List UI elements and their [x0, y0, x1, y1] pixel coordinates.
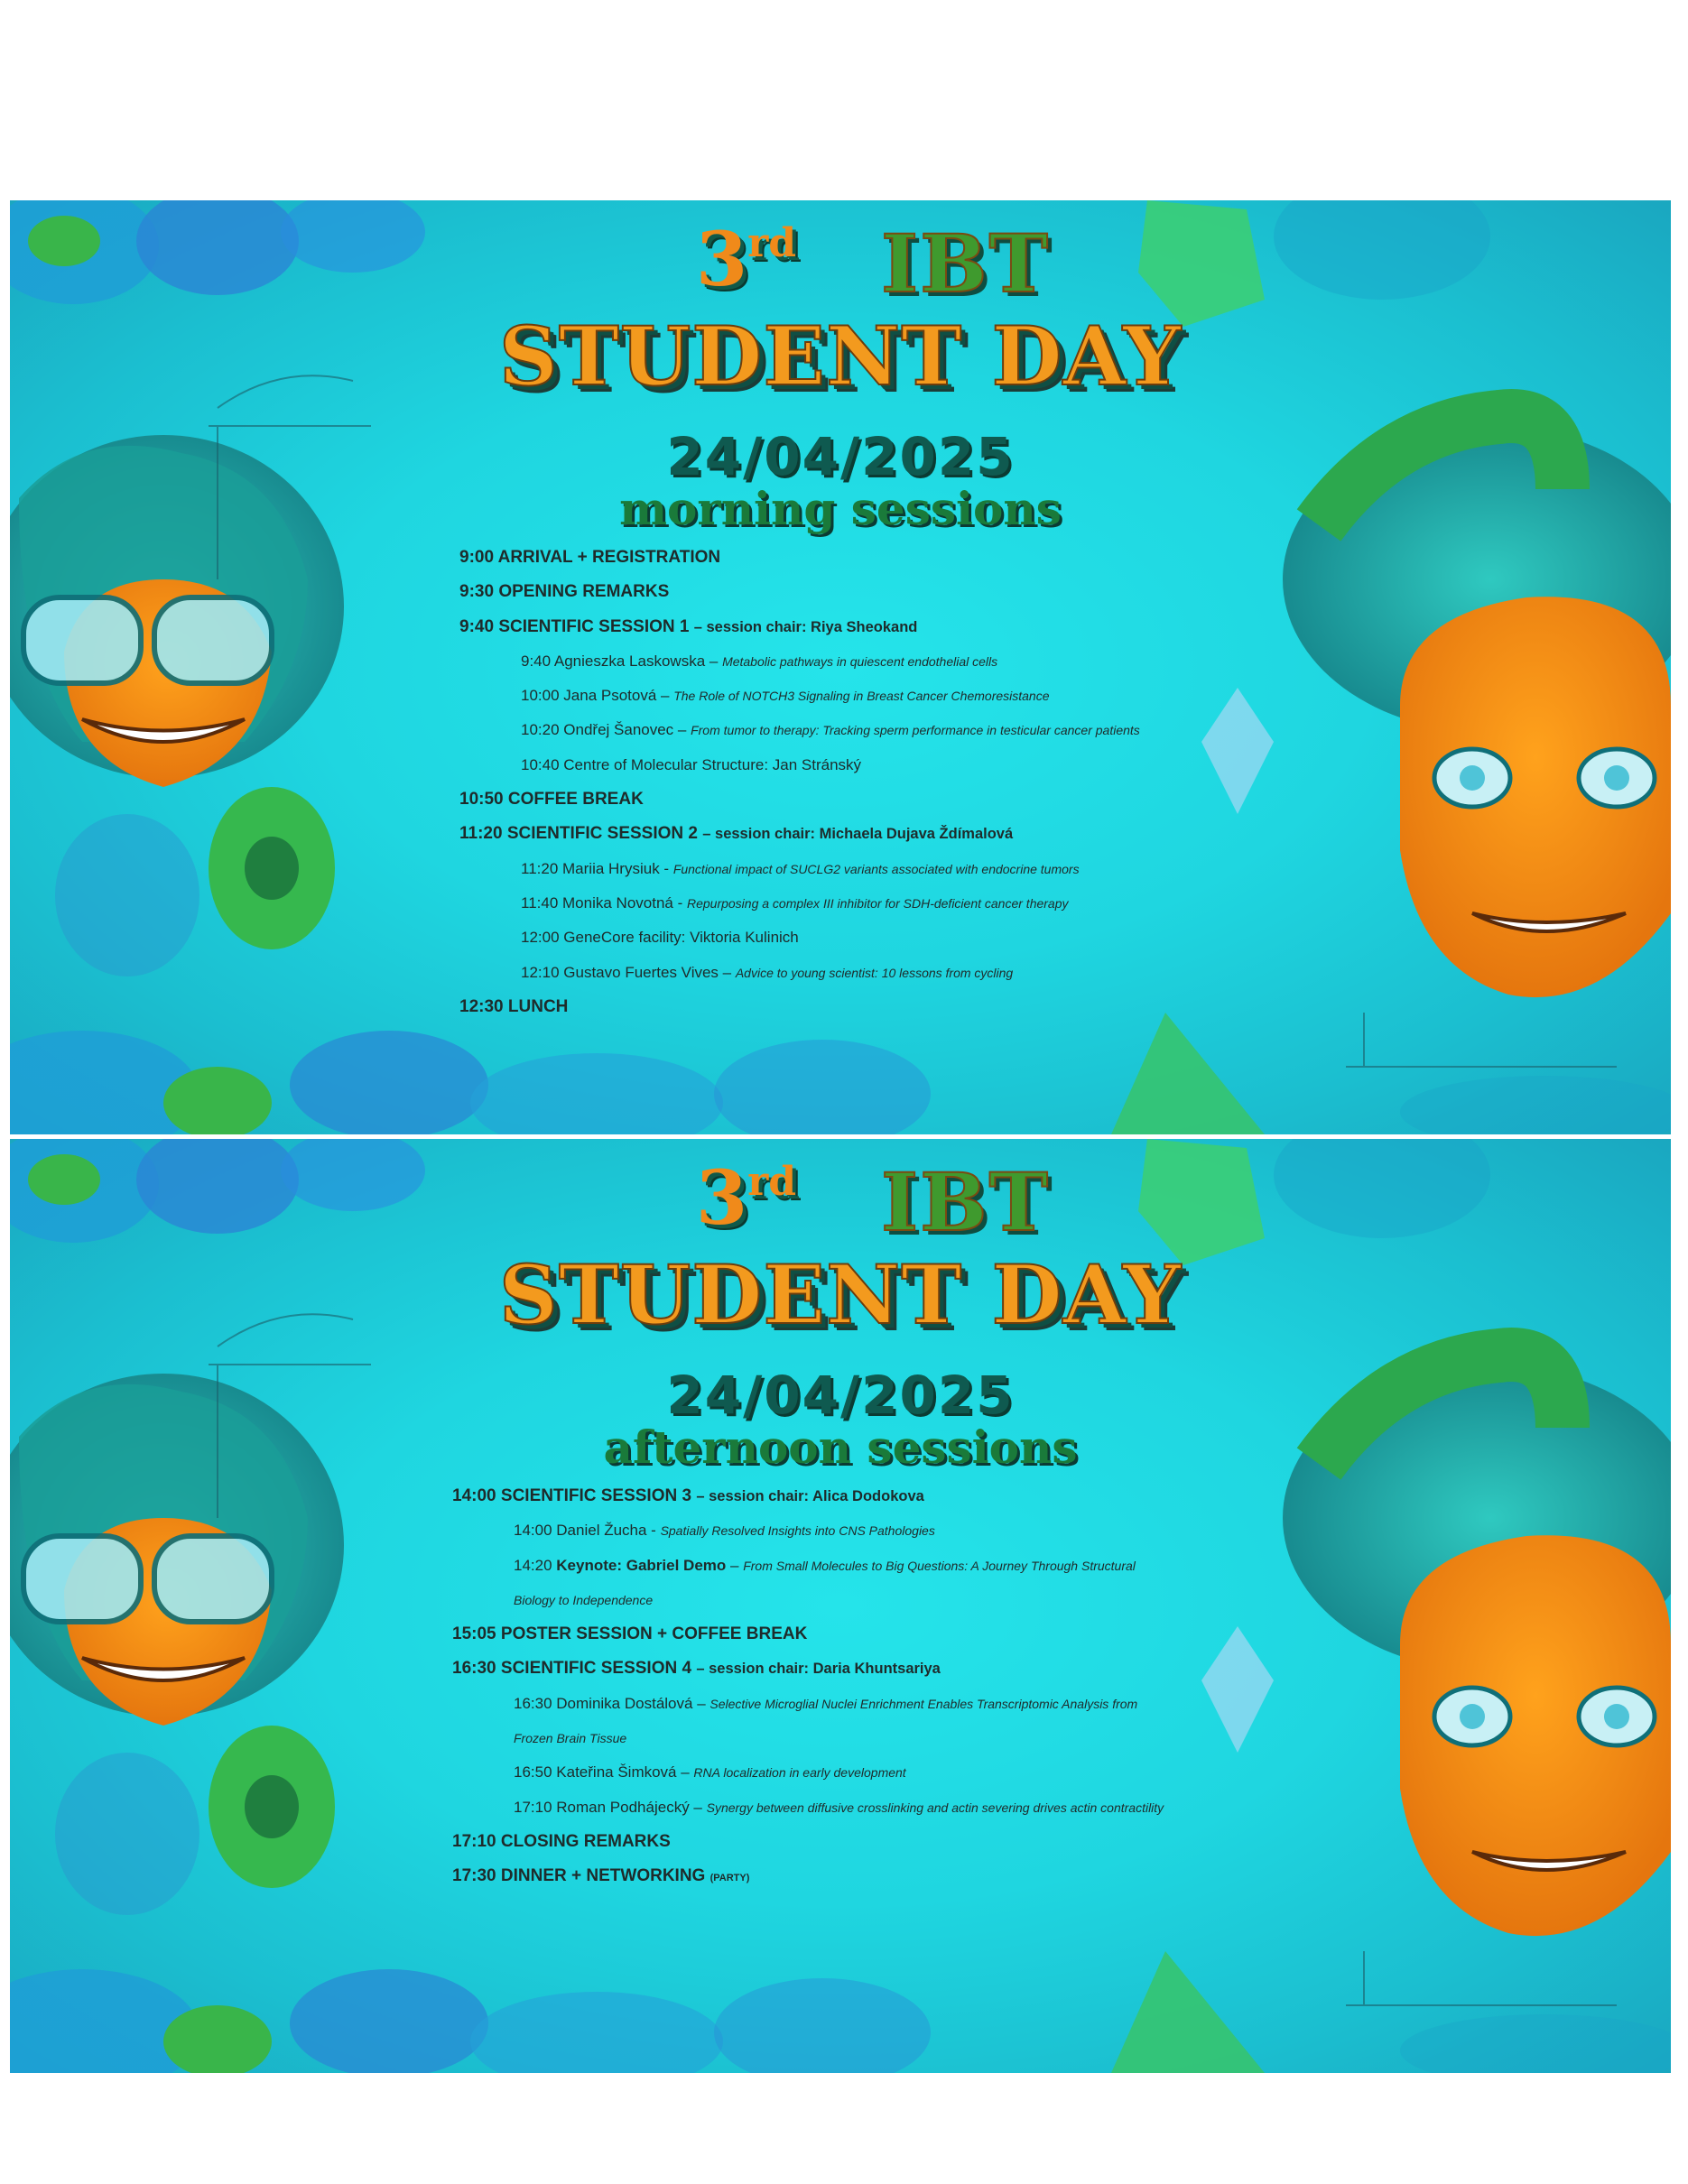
event-title: STUDENT DAY: [498, 1247, 1183, 1343]
cell-decoration-bottom: [10, 1013, 1671, 1134]
agenda-talk-continuation: Biology to Independence: [514, 1592, 654, 1607]
session-subtitle: morning sessions: [619, 482, 1062, 535]
agenda-talk: 9:40 Agnieszka Laskowska – Metabolic pathways in quiescent endothelial cells: [521, 652, 998, 670]
agenda-talk: 14:00 Daniel Žucha - Spatially Resolved Insights into CNS Pathologies: [514, 1522, 935, 1540]
agenda-talk: 14:20 Keynote: Gabriel Demo – From Small Molecules to Big Questions: A Journey Through Structural: [514, 1556, 1136, 1574]
agenda-talk-continuation: Frozen Brain Tissue: [514, 1731, 627, 1746]
agenda-talk: 12:00 GeneCore facility: Viktoria Kulinich: [521, 929, 799, 947]
agenda-session-header: 9:40 SCIENTIFIC SESSION 1 – session chair: Riya Sheokand: [459, 616, 918, 636]
agenda-talk: 16:50 Kateřina Šimková – RNA localization in early development: [514, 1763, 906, 1781]
event-date: 24/04/2025: [666, 426, 1015, 487]
session-subtitle: afternoon sessions: [603, 1421, 1078, 1474]
agenda-session-header: 14:00 SCIENTIFIC SESSION 3 – session chair: Alica Dodokova: [452, 1486, 924, 1505]
event-title: STUDENT DAY: [498, 309, 1183, 404]
agenda-item: 9:00 ARRIVAL + REGISTRATION: [459, 548, 721, 567]
agenda-item: 10:50 COFFEE BREAK: [459, 790, 644, 810]
agenda: [452, 1479, 1164, 1894]
agenda-talk: 10:20 Ondřej Šanovec – From tumor to therapy: Tracking sperm performance in testicular cancer patients: [521, 721, 1140, 739]
cell-decoration-bottom: [10, 1951, 1671, 2073]
agenda-session-header: 16:30 SCIENTIFIC SESSION 4 – session chair: Daria Khuntsariya: [452, 1659, 941, 1679]
poster-afternoon: [10, 1139, 1671, 2073]
agenda-item: 15:05 POSTER SESSION + COFFEE BREAK: [452, 1624, 808, 1644]
title-ordinal: 3rd: [696, 1155, 797, 1242]
title-ordinal: 3rd: [696, 217, 797, 303]
agenda-item: 17:10 CLOSING REMARKS: [452, 1831, 671, 1851]
title-organization: IBT: [881, 1155, 1051, 1249]
poster-morning: [10, 200, 1671, 1134]
title-organization: IBT: [881, 217, 1051, 310]
agenda-talk: 11:20 Mariia Hrysiuk - Functional impact of SUCLG2 variants associated with endocrine tumors: [521, 859, 1080, 877]
agenda-talk: 11:40 Monika Novotná - Repurposing a complex III inhibitor for SDH-deficient cancer therapy: [521, 893, 1069, 912]
agenda-item: 12:30 LUNCH: [459, 996, 569, 1016]
agenda-talk: 10:00 Jana Psotová – The Role of NOTCH3 Signaling in Breast Cancer Chemoresistance: [521, 687, 1050, 705]
agenda-talk: 17:10 Roman Podhájecký – Synergy between diffusive crosslinking and actin severing drives actin contractility: [514, 1798, 1164, 1816]
agenda-session-header: 11:20 SCIENTIFIC SESSION 2 – session chair: Michaela Dujava Ždímalová: [459, 824, 1014, 844]
agenda: [459, 541, 1140, 1024]
event-date: 24/04/2025: [666, 1365, 1015, 1426]
agenda-item: 9:30 OPENING REMARKS: [459, 582, 670, 602]
agenda-talk: 16:30 Dominika Dostálová – Selective Microglial Nuclei Enrichment Enables Transcriptomic Analysis from: [514, 1694, 1138, 1712]
agenda-talk: 10:40 Centre of Molecular Structure: Jan Stránský: [521, 755, 862, 773]
agenda-item: 17:30 DINNER + NETWORKING (PARTY): [452, 1866, 750, 1886]
agenda-talk: 12:10 Gustavo Fuertes Vives – Advice to young scientist: 10 lessons from cycling: [521, 963, 1014, 981]
